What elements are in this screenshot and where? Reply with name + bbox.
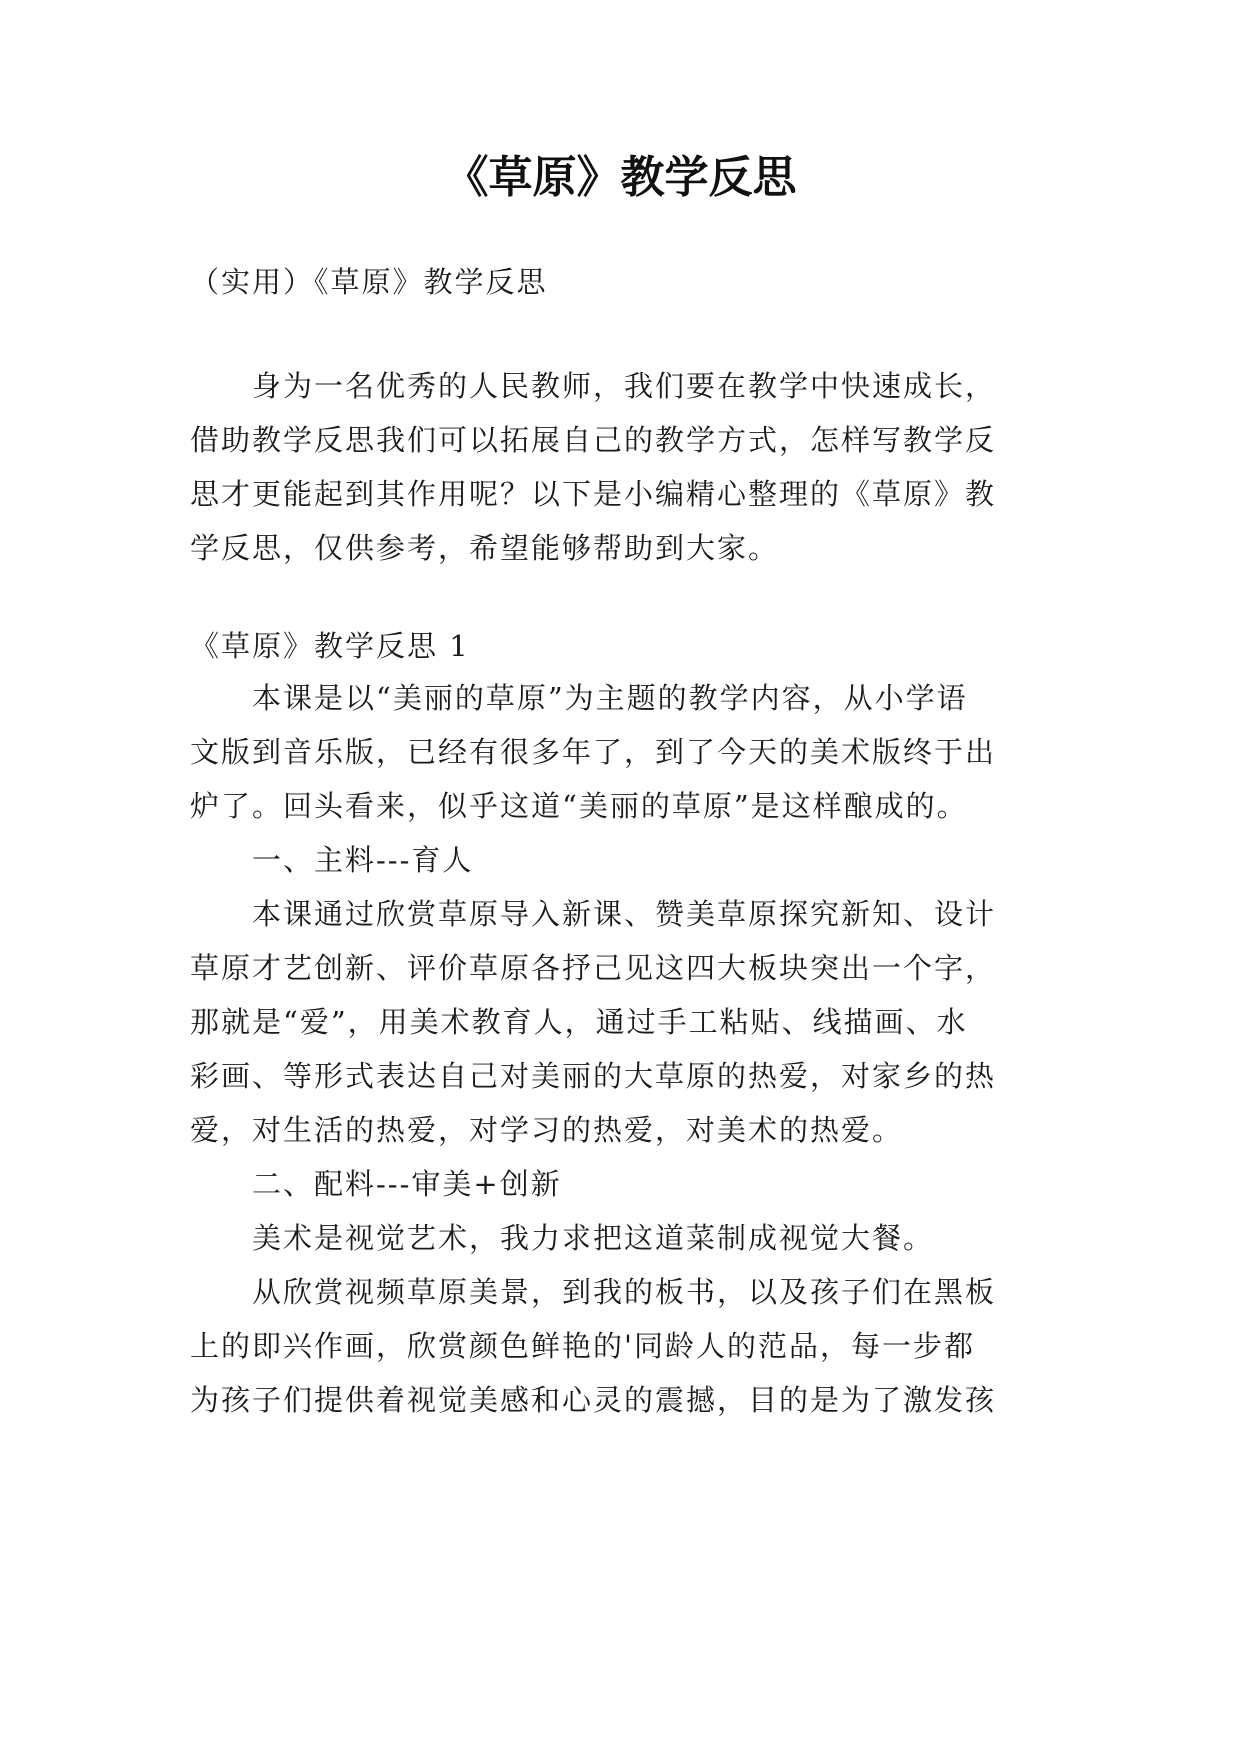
body-line: 那就是“爱”，用美术教育人，通过手工粘贴、线描画、水 xyxy=(190,1005,968,1039)
body-line: 爱，对生活的热爱，对学习的热爱，对美术的热爱。 xyxy=(190,1113,904,1147)
body-line: 草原才艺创新、评价草原各抒己见这四大板块突出一个字， xyxy=(190,951,997,985)
intro-line: 学反思，仅供参考，希望能够帮助到大家。 xyxy=(190,531,780,565)
document-subtitle: （实用）《草原》教学反思 xyxy=(190,265,548,299)
body-line: 本课是以“美丽的草原”为主题的教学内容，从小学语 xyxy=(252,681,968,715)
intro-line: 借助教学反思我们可以拓展自己的教学方式，怎样写教学反 xyxy=(190,423,997,457)
body-line: 从欣赏视频草原美景，到我的板书，以及孩子们在黑板 xyxy=(252,1275,997,1309)
body-line: 美术是视觉艺术，我力求把这道菜制成视觉大餐。 xyxy=(252,1221,935,1255)
intro-line: 身为一名优秀的人民教师，我们要在教学中快速成长， xyxy=(252,369,997,403)
body-line: 文版到音乐版，已经有很多年了，到了今天的美术版终于出 xyxy=(190,735,997,769)
document-title: 《草原》教学反思 xyxy=(444,152,797,203)
body-subheading: 一、主料---育人 xyxy=(252,843,474,877)
body-line: 炉了。回头看来，似乎这道“美丽的草原”是这样酿成的。 xyxy=(190,789,968,823)
body-subheading: 二、配料---审美+创新 xyxy=(252,1167,562,1201)
section-heading: 《草原》教学反思 1 xyxy=(190,629,470,663)
body-line: 本课通过欣赏草原导入新课、赞美草原探究新知、设计 xyxy=(252,897,997,931)
body-line: 为孩子们提供着视觉美感和心灵的震撼，目的是为了激发孩 xyxy=(190,1383,997,1417)
intro-line: 思才更能起到其作用呢？以下是小编精心整理的《草原》教 xyxy=(190,477,997,511)
body-line: 彩画、等形式表达自己对美丽的大草原的热爱，对家乡的热 xyxy=(190,1059,997,1093)
body-line: 上的即兴作画，欣赏颜色鲜艳的'同龄人的范品，每一步都 xyxy=(190,1329,975,1363)
